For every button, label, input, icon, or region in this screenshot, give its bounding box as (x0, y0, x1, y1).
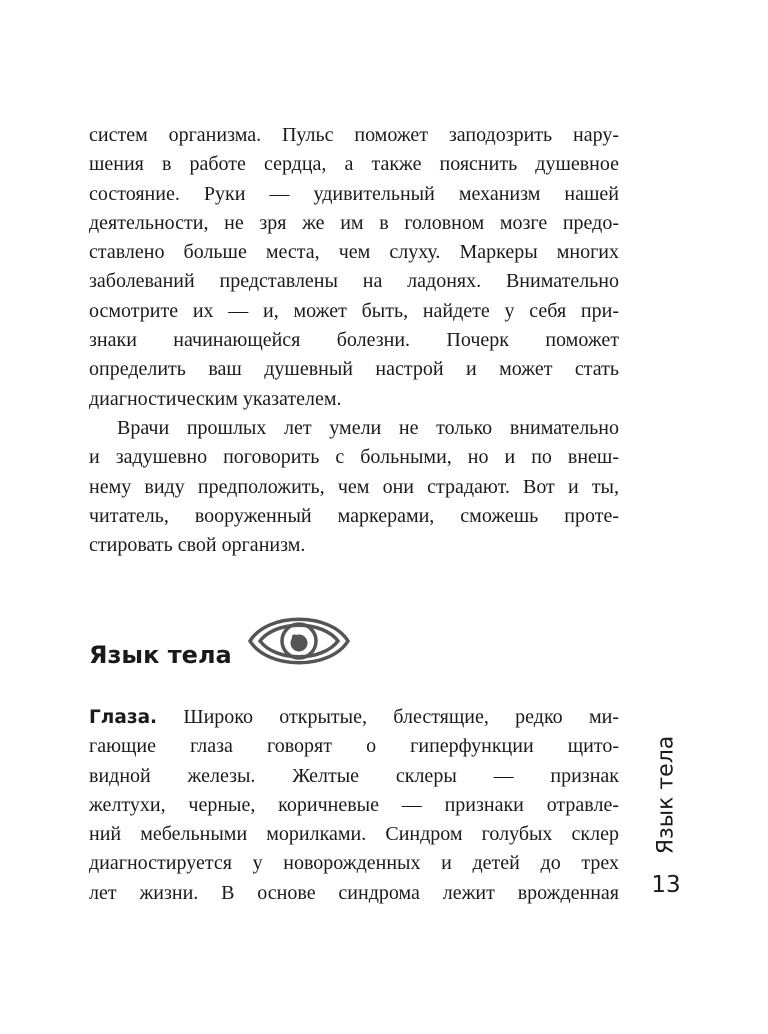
text-line: ний мебельными морилками. Синдром голубых склер (89, 823, 619, 846)
text-line: видной железы. Желтые склеры — признак (89, 764, 619, 787)
text-line: определить ваш душевный настрой и может стать (89, 358, 619, 381)
text-line: осмотрите их — и, может быть, найдете у себя при- (89, 299, 619, 322)
text-line: шения в работе сердца, а также пояснить душевное (89, 153, 619, 176)
page-number: 13 (651, 872, 681, 898)
text-line: гающие глаза говорят о гиперфункции щито- (89, 735, 619, 758)
lead-line-rest: Широко открытые, блестящие, редко ми- (183, 706, 619, 728)
text-line (89, 703, 619, 732)
text-line: и задушевно поговорить с больными, но и по внеш- (89, 446, 619, 469)
text-line: состояние. Руки — удивительный механизм нашей (89, 182, 619, 205)
text-line: заболеваний представлены на ладонях. Внимательно (89, 270, 619, 293)
text-line: диагностируется у новорожденных и детей до трех (89, 852, 619, 875)
text-line: нему виду предположить, чем они страдают. Вот и ты, (89, 475, 619, 498)
text-line: систем организма. Пульс поможет заподозрить нару- (89, 124, 619, 146)
text-line: читатель, вооруженный маркерами, сможешь проте- (89, 504, 619, 527)
text-line: знаки начинающейся болезни. Почерк поможет (89, 329, 619, 352)
text-line: желтухи, черные, коричневые — признаки отравле- (89, 793, 619, 816)
text-line: Врачи прошлых лет умели не только внимательно (117, 417, 619, 439)
text-line: стировать свой организм. (89, 534, 306, 557)
running-title-text: Язык тела (653, 735, 679, 855)
paragraph-1 (89, 121, 619, 414)
text-line: деятельности, не зря же им в головном мозге предо- (89, 211, 619, 234)
paragraph-2 (89, 414, 619, 560)
text-line: лет жизни. В основе синдрома лежит врожденная (89, 881, 619, 904)
text-line: ставлено больше места, чем слуху. Маркеры многих (89, 241, 619, 264)
section-heading: Язык тела (89, 641, 232, 669)
running-title (646, 730, 686, 860)
paragraph-3 (89, 703, 619, 908)
lead-term: Глаза. (89, 707, 158, 728)
eye-icon (246, 606, 352, 676)
text-line: диагностическим указателем. (89, 387, 342, 410)
